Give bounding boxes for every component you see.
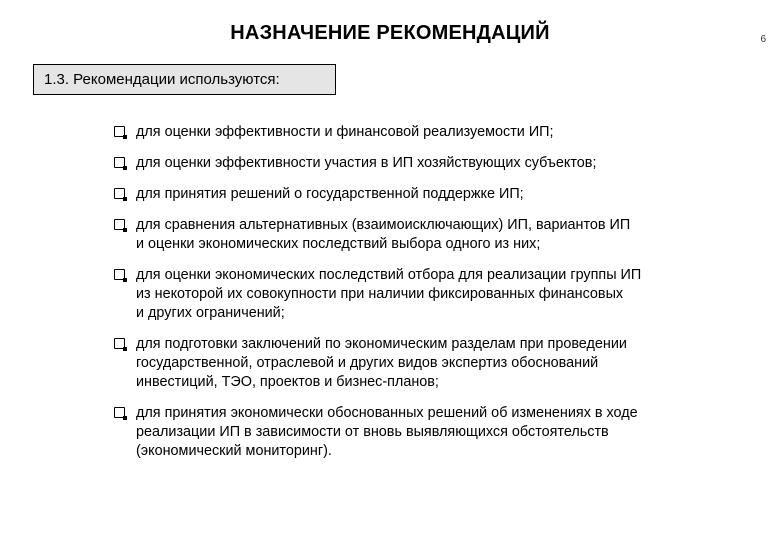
list-item (114, 404, 754, 461)
list-item-text: для сравнения альтернативных (взаимоисключающих) ИП, вариантов ИП и оценки экономических последствий выбора одного из них; (136, 217, 631, 252)
list-item (114, 216, 754, 254)
list-item (114, 185, 754, 204)
page-title: НАЗНАЧЕНИЕ РЕКОМЕНДАЦИЙ (230, 22, 550, 44)
checkbox-square-icon (114, 338, 125, 349)
list-item (114, 335, 754, 392)
list-item (114, 154, 754, 173)
list-item-text: для подготовки заключений по экономическим разделам при проведении государственной, отраслевой и других видов экспертиз обоснований инвестиций, ТЭО, проектов и бизнес-планов; (136, 336, 627, 390)
list-item-text: для принятия решений о государственной поддержке ИП; (136, 186, 524, 202)
list-item (114, 123, 754, 142)
checkbox-square-icon (114, 126, 125, 137)
checkbox-square-icon (114, 157, 125, 168)
checkbox-square-icon (114, 407, 125, 418)
checkbox-square-icon (114, 269, 125, 280)
checkbox-square-icon (114, 188, 125, 199)
checkbox-square-icon (114, 219, 125, 230)
page-number: 6 (760, 34, 766, 45)
list-item (114, 266, 754, 323)
list-item-text: для принятия экономически обоснованных решений об изменениях в ходе реализации ИП в зависимости от вновь выявляющихся обстоятельств (экономический мониторинг). (136, 405, 638, 459)
list-item-text: для оценки эффективности и финансовой реализуемости ИП; (136, 124, 554, 140)
section-heading-box (33, 64, 336, 95)
list-item-text: для оценки экономических последствий отбора для реализации группы ИП из некоторой их совокупности при наличии фиксированных финансовых и других ограничений; (136, 267, 642, 321)
list-item-text: для оценки эффективности участия в ИП хозяйствующих субъектов; (136, 155, 597, 171)
section-heading-label: 1.3. Рекомендации используются: (44, 71, 280, 88)
recommendations-list (114, 123, 754, 473)
